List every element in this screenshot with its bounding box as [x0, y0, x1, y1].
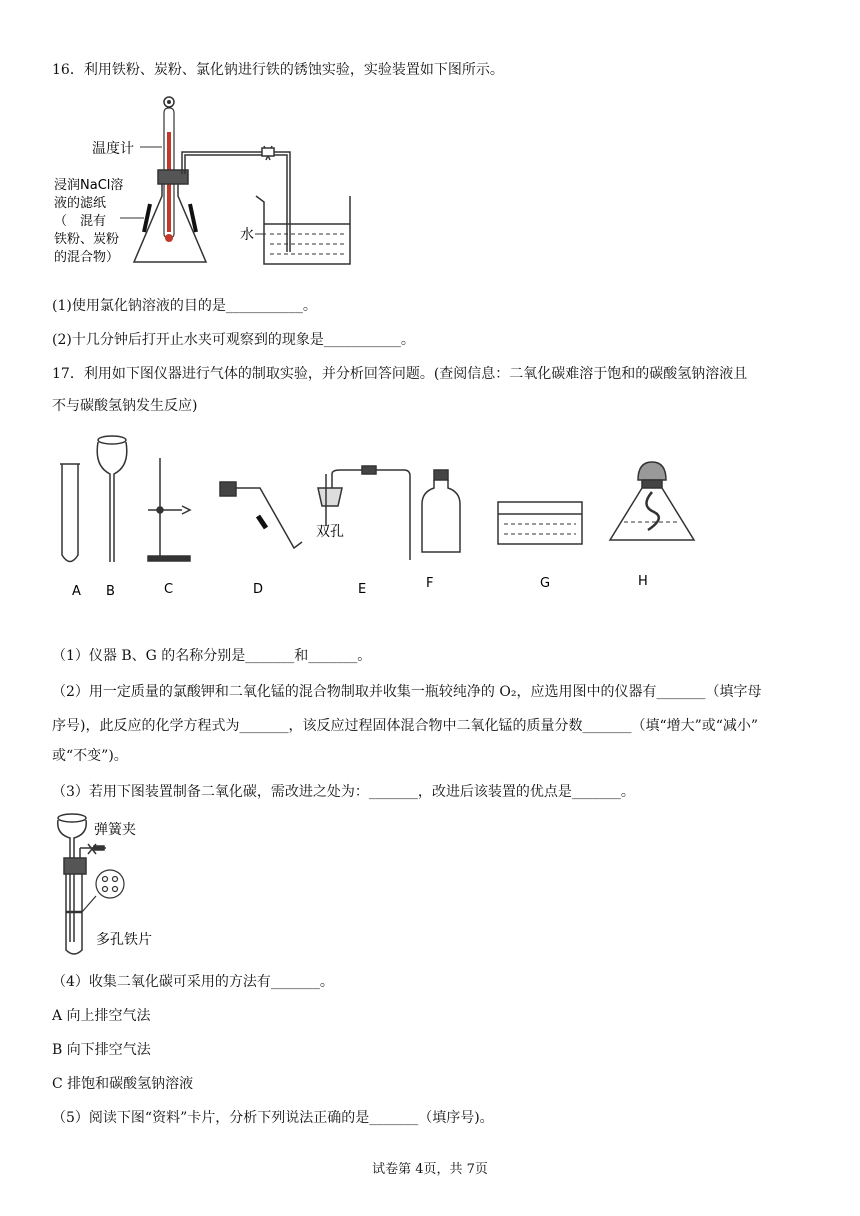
option-a: A 向上排空气法 — [52, 1008, 151, 1024]
iron-stand-icon — [148, 458, 190, 561]
q16-stem: 16．利用铁粉、炭粉、氯化钠进行铁的锈蚀实验，实验装置如下图所示。 — [52, 62, 504, 78]
option-b: B 向下排空气法 — [52, 1042, 151, 1058]
apparatus-letter-a: A — [72, 584, 81, 599]
apparatus-letter-b: B — [106, 584, 115, 599]
test-tube-icon — [60, 464, 80, 562]
q17-sub2-line3: 或“不变”)。 — [52, 748, 128, 764]
option-c: C 排饱和碳酸氢钠溶液 — [52, 1076, 194, 1092]
gas-collecting-bottle-icon — [422, 470, 460, 552]
thermometer-label: 温度计 — [92, 141, 134, 157]
water-label: 水 — [240, 227, 254, 243]
bent-delivery-tube-icon — [220, 482, 302, 548]
paper-label-5: 的混合物） — [54, 250, 120, 265]
apparatus-letter-f: F — [426, 576, 434, 591]
perforated-plate-icon — [82, 870, 124, 912]
apparatus-letter-e: E — [358, 582, 367, 597]
beaker-icon — [256, 196, 350, 264]
alcohol-lamp-icon — [610, 462, 694, 540]
co2-generator-figure — [50, 812, 210, 962]
q17-stem-line1: 17．利用如下图仪器进行气体的制取实验，并分析回答问题。(查阅信息：二氧化碳难溶于饱和的碳酸氢钠溶液且 — [52, 366, 748, 382]
q17-stem-line2: 不与碳酸氢钠发生反应) — [52, 398, 198, 414]
perforated-plate-label: 多孔铁片 — [96, 932, 152, 948]
spring-clamp-label: 弹簧夹 — [94, 822, 136, 838]
page-footer: 试卷第 4页，共 7页 — [372, 1162, 488, 1177]
water-trough-icon — [498, 502, 582, 544]
apparatus-letter-c: C — [164, 582, 174, 597]
paper-label-1: 浸润NaCl溶 — [54, 178, 124, 193]
q17-sub4: （4）收集二氧化碳可采用的方法有_______。 — [52, 974, 334, 990]
apparatus-letter-g: G — [540, 576, 551, 591]
q16-sub1: (1)使用氯化钠溶液的目的是___________。 — [52, 298, 317, 314]
paper-label-4: 铁粉、炭粉 — [54, 232, 120, 247]
double-hole-stopper-icon — [318, 466, 410, 560]
q17-sub5: （5）阅读下图“资料”卡片，分析下列说法正确的是_______（填序号)。 — [52, 1110, 494, 1126]
apparatus-letter-d: D — [253, 582, 264, 597]
q17-sub2-line1: （2）用一定质量的氯酸钾和二氧化锰的混合物制取并收集一瓶较纯净的 O₂，应选用图中的仪器有_______（填字母 — [52, 684, 762, 700]
paper-label-3: （ 混有 — [54, 214, 107, 229]
apparatus-letter-h: H — [638, 574, 648, 589]
e-double-hole-label: 双孔 — [316, 524, 344, 540]
q16-sub2: (2)十几分钟后打开止水夹可观察到的现象是___________。 — [52, 332, 415, 348]
q17-sub2-line2: 序号)，此反应的化学方程式为_______，该反应过程固体混合物中二氧化锰的质量分数_______（填“增大”或“减小” — [52, 718, 759, 734]
long-neck-funnel-icon — [97, 436, 127, 562]
q17-sub3: （3）若用下图装置制备二氧化碳，需改进之处为：_______，改进后该装置的优点是_______。 — [52, 784, 635, 800]
delivery-tube-icon — [182, 146, 290, 252]
rusting-apparatus-figure — [50, 92, 410, 277]
q17-sub1: （1）仪器 B、G 的名称分别是_______和_______。 — [52, 648, 372, 664]
paper-label-2: 液的滤纸 — [54, 196, 107, 211]
lab-apparatus-figure — [50, 430, 730, 610]
